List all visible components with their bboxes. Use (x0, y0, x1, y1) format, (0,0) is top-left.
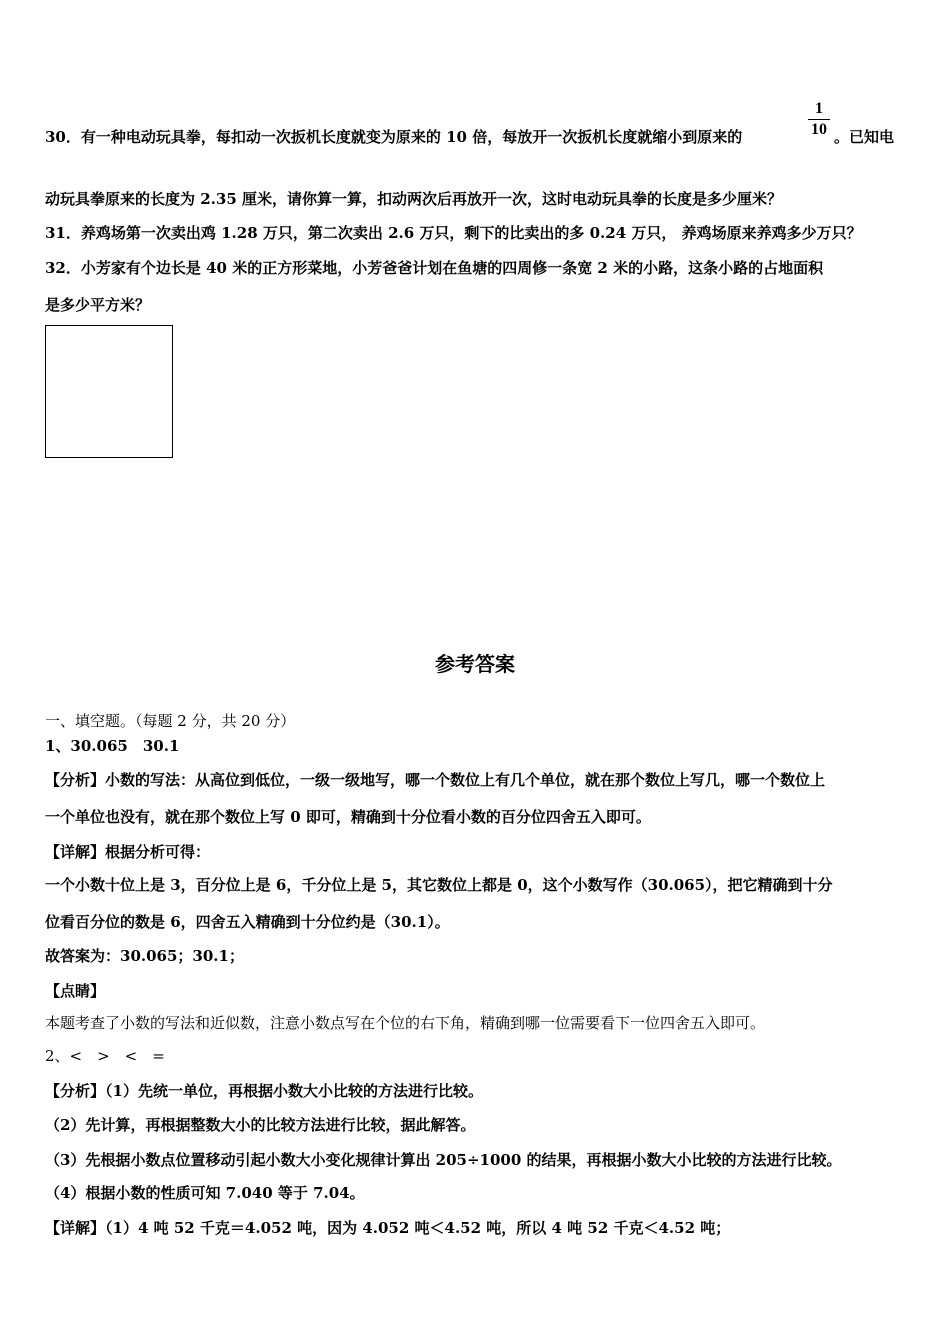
a1-detail-label: 【详解】根据分析可得： (45, 843, 211, 861)
q30-line1-tail: 。已知电 (834, 128, 895, 146)
answers-title: 参考答案 (435, 652, 515, 676)
fraction-denominator: 10 (811, 121, 827, 138)
a1-result: 故答案为：30.065；30.1； (45, 947, 244, 965)
a1-point: 本题考查了小数的写法和近似数，注意小数点写在个位的右下角，精确到哪一位需要看下一位四舍五入即可。 (45, 1014, 766, 1032)
square-field-figure (45, 325, 173, 458)
a2-detail-line1: 【详解】（1）4 吨 52 千克＝4.052 吨，因为 4.052 吨＜4.52 吨，所以 4 吨 52 千克＜4.52 吨； (45, 1219, 731, 1237)
a2-analysis-line2: （2）先计算，再根据整数大小的比较方法进行比较，据此解答。 (45, 1116, 476, 1134)
a1-point-label: 【点睛】 (45, 982, 106, 1000)
q30-line1-text: 30．有一种电动玩具拳，每扣动一次扳机长度就变为原来的 10 倍，每放开一次扳机长度就缩小到原来的 (45, 128, 743, 146)
a2-analysis-line3: （3）先根据小数点位置移动引起小数大小变化规律计算出 205÷1000 的结果，再根据小数大小比较的方法进行比较。 (45, 1151, 842, 1169)
fraction (806, 100, 832, 139)
a1-analysis-line2: 一个单位也没有，就在那个数位上写 0 即可，精确到十分位看小数的百分位四舍五入即可。 (45, 808, 651, 826)
q32-line2: 是多少平方米？ (45, 296, 151, 314)
a1-analysis-line1: 【分析】小数的写法：从高位到低位，一级一级地写，哪一个数位上有几个单位，就在那个数位上写几，哪一个数位上 (45, 771, 826, 789)
question-31: 31．养鸡场第一次卖出鸡 1.28 万只，第二次卖出 2.6 万只，剩下的比卖出的多 0.24 万只， 养鸡场原来养鸡多少万只？ (45, 224, 862, 242)
a2-analysis-line4: （4）根据小数的性质可知 7.040 等于 7.04。 (45, 1184, 365, 1202)
q30-line1 (45, 127, 915, 147)
a1-detail-line2: 位看百分位的数是 6，四舍五入精确到十分位约是（30.1）。 (45, 913, 450, 931)
a2-answer: 2、< > < = (45, 1047, 165, 1065)
a2-analysis-line1: 【分析】（1）先统一单位，再根据小数大小比较的方法进行比较。 (45, 1082, 483, 1100)
q30-line2: 动玩具拳原来的长度为 2.35 厘米，请你算一算，扣动两次后再放开一次，这时电动玩具拳的长度是多少厘米？ (45, 190, 782, 208)
a1-answer: 1、30.065 30.1 (45, 737, 180, 755)
a1-detail-line1: 一个小数十位上是 3，百分位上是 6，千分位上是 5，其它数位上都是 0，这个小数写作（30.065），把它精确到十分 (45, 876, 833, 894)
fraction-numerator: 1 (815, 100, 823, 117)
fraction-bar (808, 119, 830, 120)
q32-line1: 32．小芳家有个边长是 40 米的正方形菜地，小芳爸爸计划在鱼塘的四周修一条宽 2 米的小路，这条小路的占地面积 (45, 259, 824, 277)
section-1-heading: 一、填空题。（每题 2 分，共 20 分） (45, 712, 296, 730)
